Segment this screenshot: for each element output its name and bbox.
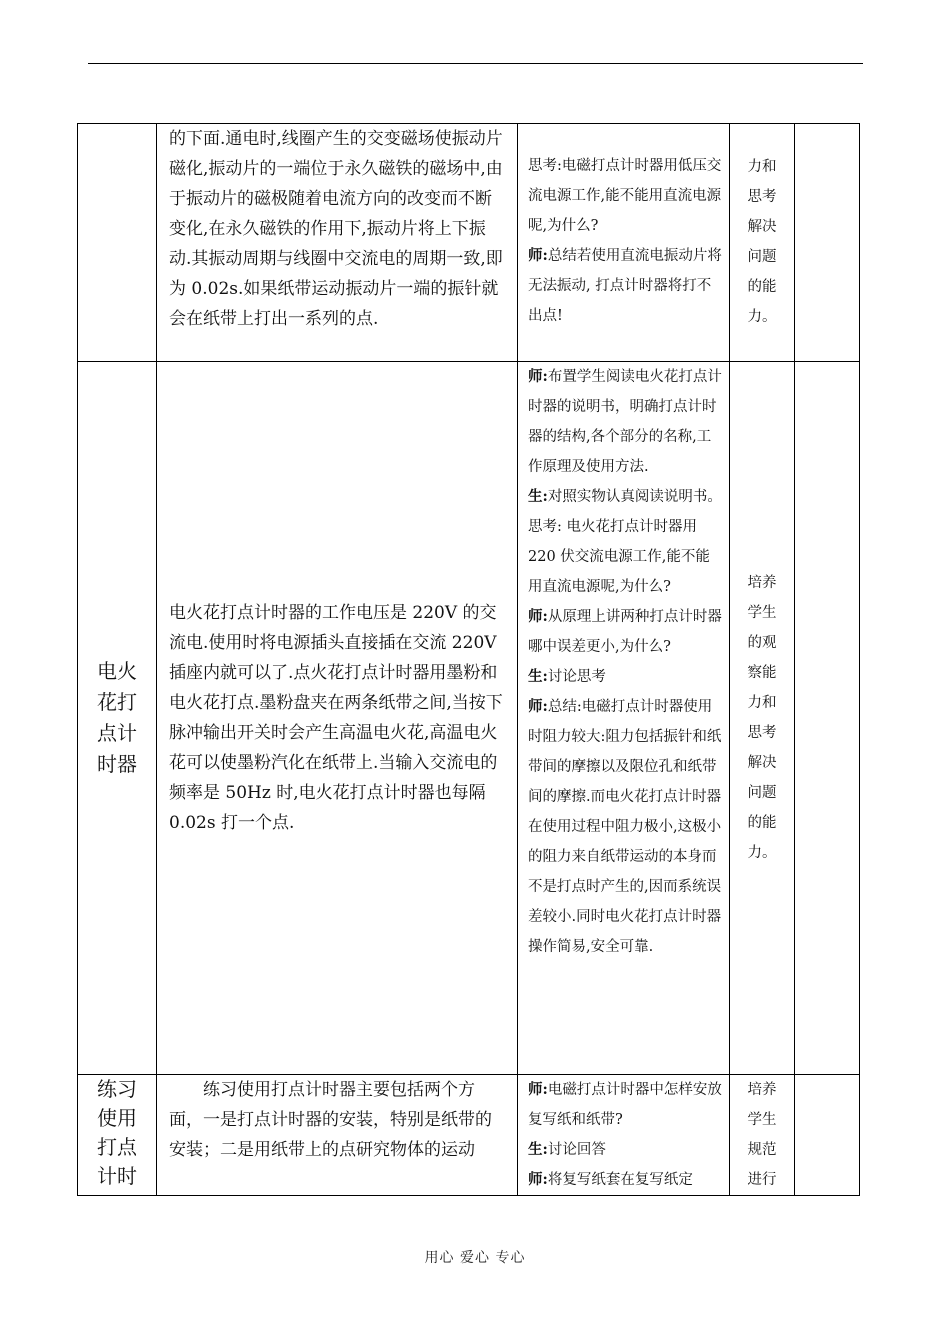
- activity-text: 将复写纸套在复写纸定: [547, 1172, 693, 1188]
- content-text: 练习使用打点计时器主要包括两个方面，一是打点计时器的安装，特别是纸带的安装；二是用纸带上的点研究物体的运动: [169, 1080, 492, 1160]
- goal-text: 力和思考解决问题的能力。: [747, 159, 777, 325]
- note-cell: [795, 124, 860, 362]
- activity-item: [518, 241, 729, 331]
- content-cell: [157, 124, 518, 362]
- activity-label: 生:: [528, 488, 548, 505]
- goal-cell: [730, 1075, 795, 1196]
- activity-cell: [518, 1075, 730, 1196]
- header-rule: [88, 63, 863, 64]
- activity-cell: [518, 124, 730, 362]
- activity-item: [518, 512, 729, 602]
- activity-label: 师:: [528, 608, 548, 625]
- goal-text: 培养学生规范进行: [747, 1082, 777, 1188]
- activity-label: 生:: [528, 668, 548, 685]
- activity-text: 讨论回答: [547, 1142, 606, 1158]
- activity-text: 思考:电磁打点计时器用低压交流电源工作,能不能用直流电源呢,为什么?: [528, 158, 722, 234]
- activity-label: 师:: [528, 368, 548, 385]
- table-row: [78, 362, 860, 1075]
- lesson-plan-table: [77, 123, 860, 1196]
- note-cell: [795, 1075, 860, 1196]
- activity-label: 师:: [528, 698, 548, 715]
- activity-label: 师:: [528, 1081, 548, 1098]
- content-cell: [157, 362, 518, 1075]
- goal-text: 培养学生的观察能力和思考解决问题的能力。: [747, 575, 777, 861]
- topic-cell: [78, 362, 157, 1075]
- activity-item: [518, 692, 729, 962]
- activity-item: [518, 1135, 729, 1165]
- activity-text: 讨论思考: [547, 669, 606, 685]
- activity-text: 对照实物认真阅读说明书。: [547, 489, 722, 505]
- activity-label: 生:: [528, 1141, 548, 1158]
- activity-item: [518, 1165, 729, 1195]
- activity-cell: [518, 362, 730, 1075]
- activity-text: 从原理上讲两种打点计时器哪中误差更小,为什么?: [528, 609, 722, 655]
- goal-cell: [730, 362, 795, 1075]
- activity-text: 布置学生阅读电火花打点计时器的说明书，明确打点计时器的结构,各个部分的名称,工作原理及使用方法.: [528, 369, 722, 475]
- table-row: [78, 1075, 860, 1196]
- activity-item: [518, 662, 729, 692]
- goal-cell: [730, 124, 795, 362]
- topic-title: 电火花打点计时器: [97, 659, 137, 776]
- topic-cell: [78, 124, 157, 362]
- note-cell: [795, 362, 860, 1075]
- topic-title: 练习使用打点计时: [97, 1077, 137, 1188]
- activity-label: 师:: [528, 1171, 548, 1188]
- topic-cell: [78, 1075, 157, 1196]
- activity-item: [518, 151, 729, 241]
- table-row: [78, 124, 860, 362]
- activity-item: [518, 602, 729, 662]
- content-text: 电火花打点计时器的工作电压是 220V 的交流电.使用时将电源插头直接插在交流 220V 插座内就可以了.点火花打点计时器用墨粉和电火花打点.墨粉盘夹在两条纸带之间,当按下脉冲输出开关时会产生高温电火花,高温电火花可以使墨粉汽化在纸带上.当输入交流电的频率是 50Hz 时,电火花打点计时器也每隔 0.02s 打一个点.: [169, 603, 503, 833]
- activity-item: [518, 482, 729, 512]
- activity-text: 思考: 电火花打点计时器用 220 伏交流电源工作,能不能用直流电源呢,为什么?: [528, 519, 710, 595]
- content-cell: [157, 1075, 518, 1196]
- activity-item: [518, 362, 729, 482]
- activity-label: 师:: [528, 247, 548, 264]
- page-footer: 用心 爱心 专心: [424, 1250, 526, 1266]
- activity-item: [518, 1075, 729, 1135]
- activity-text: 总结若使用直流电振动片将无法振动, 打点计时器将打不出点!: [528, 248, 722, 324]
- activity-text: 电磁打点计时器中怎样安放复写纸和纸带?: [528, 1082, 722, 1128]
- activity-text: 总结:电磁打点计时器使用时阻力较大:阻力包括振针和纸带间的摩擦以及限位孔和纸带间的摩擦.而电火花打点计时器在使用过程中阻力极小,这极小的阻力来自纸带运动的本身而不是打点时产生的,因而系统误差较小.同时电火花打点计时器操作简易,安全可靠.: [528, 699, 722, 955]
- content-text: 的下面.通电时,线圈产生的交变磁场使振动片磁化,振动片的一端位于永久磁铁的磁场中,由于振动片的磁极随着电流方向的改变而不断变化,在永久磁铁的作用下,振动片将上下振动.其振动周期与线圈中交流电的周期一致,即为 0.02s.如果纸带运动振动片一端的振针就会在纸带上打出一系列的点.: [169, 129, 503, 329]
